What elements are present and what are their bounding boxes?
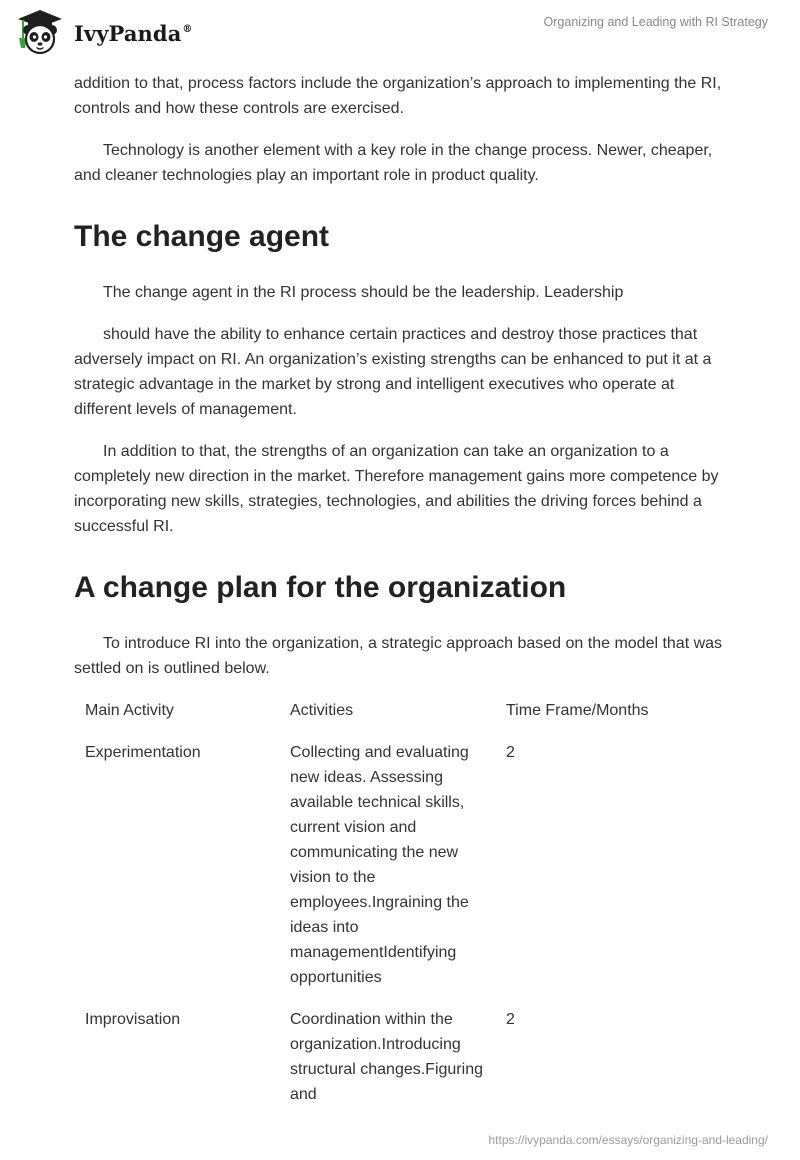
paragraph: addition to that, process factors include the organization’s approach to implementing the RI, controls and how these controls are exercised. (74, 75, 722, 117)
table-header-cell: Time Frame/Months (506, 702, 649, 719)
table-header-cell: Main Activity (85, 702, 174, 719)
change-plan-table (74, 698, 728, 1107)
ivypanda-logo[interactable] (14, 8, 193, 56)
table-header-cell: Activities (290, 702, 354, 719)
paragraph: The change agent in the RI process should be the leadership. Leadership (103, 284, 624, 301)
section-heading-change-agent: The change agent (74, 220, 330, 253)
table-cell-activities: Coordination within the organization.Introducing structural changes.Figuring and (290, 1011, 483, 1103)
essay-content (74, 71, 728, 1107)
page-header (0, 0, 800, 60)
table-header-row (74, 698, 728, 723)
table-row (74, 740, 728, 990)
section-heading-change-plan: A change plan for the organization (74, 571, 567, 604)
table-row (74, 1007, 728, 1107)
paragraph: Technology is another element with a key role in the change process. Newer, cheaper, and cleaner technologies play an important role in product quality. (74, 142, 713, 184)
table-cell-time-frame: 2 (506, 744, 515, 761)
document-title: Organizing and Leading with RI Strategy (543, 15, 768, 29)
table-cell-time-frame: 2 (506, 1011, 515, 1028)
panda-graduate-icon (14, 8, 66, 56)
table-cell-main-activity: Experimentation (85, 744, 201, 761)
paragraph: In addition to that, the strengths of an organization can take an organization to a completely new direction in the market. Therefore management gains more competence by incorporating new skills, strategies, technologies, and abilities the driving forces behind a successful RI. (74, 443, 719, 535)
source-url[interactable]: https://ivypanda.com/essays/organizing-and-leading/ (488, 1133, 768, 1147)
paragraph: To introduce RI into the organization, a strategic approach based on the model that was settled on is outlined below. (74, 635, 723, 677)
table-cell-main-activity: Improvisation (85, 1011, 181, 1028)
paragraph: should have the ability to enhance certain practices and destroy those practices that adversely impact on RI. An organization’s existing strengths can be enhanced to put it at a strategic advantage in the market by strong and intelligent executives who operate at different levels of management. (74, 326, 712, 418)
table-cell-activities: Collecting and evaluating new ideas. Assessing available technical skills, current vision and communicating the new vision to the employees.Ingraining the ideas into managementIdentifying opportunities (290, 744, 469, 986)
logo-wordmark: IvyPanda® (74, 20, 193, 46)
